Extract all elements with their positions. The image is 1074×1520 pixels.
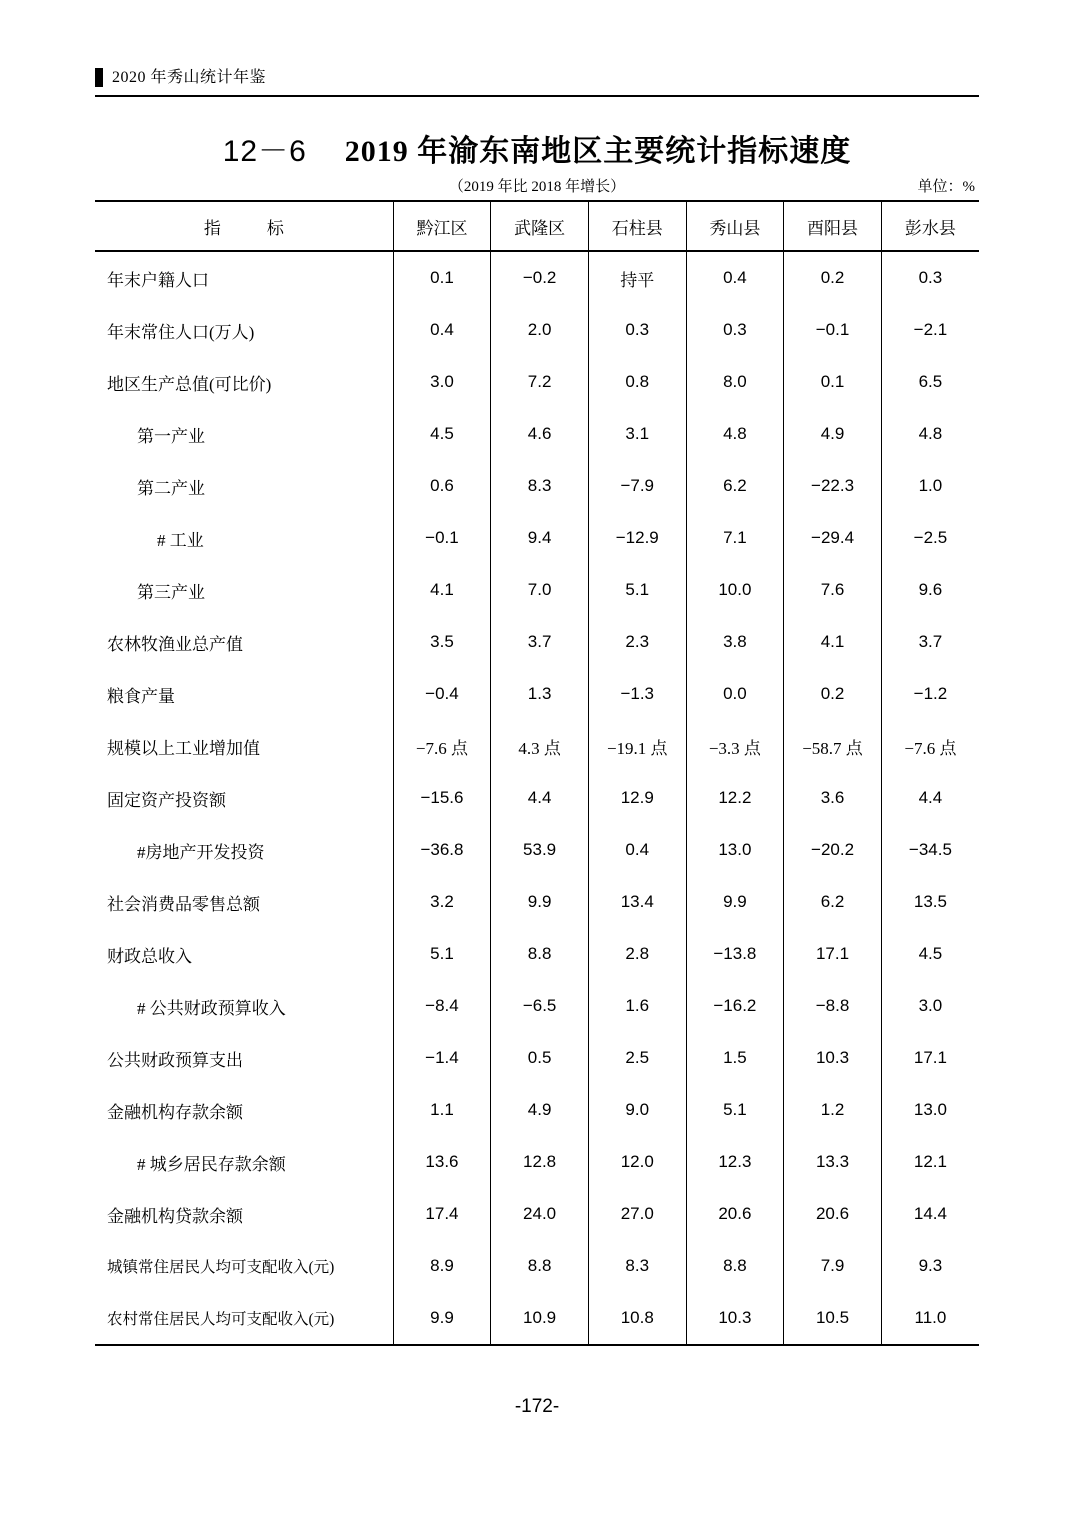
- cell-value: 6.2: [686, 460, 784, 512]
- cell-value: 8.3: [588, 1240, 686, 1292]
- cell-value: 8.0: [686, 356, 784, 408]
- cell-value: 0.3: [881, 251, 979, 304]
- header-marker-icon: [95, 68, 103, 87]
- cell-value: 13.0: [686, 824, 784, 876]
- running-header-text: 2020 年秀山统计年鉴: [112, 69, 267, 86]
- cell-value: 4.3 点: [491, 720, 589, 772]
- cell-value: 17.1: [881, 1032, 979, 1084]
- row-label: 年末户籍人口: [107, 270, 209, 290]
- cell-value: 13.5: [881, 876, 979, 928]
- table-row: [95, 512, 979, 564]
- cell-value: 0.3: [686, 304, 784, 356]
- row-label: 公共财政预算支出: [107, 1050, 243, 1070]
- column-header-1: 武隆区: [491, 202, 589, 251]
- row-label: #房地产开发投资: [137, 842, 265, 862]
- table-row: [95, 720, 979, 772]
- cell-value: −16.2: [686, 980, 784, 1032]
- cell-value: 9.9: [491, 876, 589, 928]
- cell-value: 1.3: [491, 668, 589, 720]
- column-header-2: 石柱县: [588, 202, 686, 251]
- table-row: [95, 408, 979, 460]
- cell-value: −7.9: [588, 460, 686, 512]
- cell-value: 3.0: [393, 356, 491, 408]
- cell-value: 12.1: [881, 1136, 979, 1188]
- cell-value: −1.2: [881, 668, 979, 720]
- cell-value: 9.9: [686, 876, 784, 928]
- cell-value: −20.2: [784, 824, 882, 876]
- row-label: # 公共财政预算收入: [137, 998, 286, 1018]
- cell-value: −7.6 点: [393, 720, 491, 772]
- header-divider: [95, 95, 979, 97]
- cell-value: −0.1: [393, 512, 491, 564]
- cell-value: 0.1: [393, 251, 491, 304]
- cell-value: 0.4: [393, 304, 491, 356]
- cell-value: 9.6: [881, 564, 979, 616]
- cell-value: 7.2: [491, 356, 589, 408]
- cell-value: 4.9: [784, 408, 882, 460]
- cell-value: −29.4: [784, 512, 882, 564]
- cell-value: 14.4: [881, 1188, 979, 1240]
- cell-value: 4.9: [491, 1084, 589, 1136]
- cell-value: 24.0: [491, 1188, 589, 1240]
- table-row: [95, 668, 979, 720]
- cell-value: 7.1: [686, 512, 784, 564]
- cell-value: 10.5: [784, 1292, 882, 1345]
- cell-value: −1.3: [588, 668, 686, 720]
- row-label: 第三产业: [137, 582, 205, 602]
- column-header-4: 酉阳县: [784, 202, 882, 251]
- cell-value: 20.6: [686, 1188, 784, 1240]
- cell-value: 17.1: [784, 928, 882, 980]
- cell-value: 3.8: [686, 616, 784, 668]
- row-label: 农村常住居民人均可支配收入(元): [95, 1292, 393, 1345]
- table-row: [95, 772, 979, 824]
- table-row: [95, 251, 979, 304]
- cell-value: 10.0: [686, 564, 784, 616]
- cell-value: 3.1: [588, 408, 686, 460]
- cell-value: 0.2: [784, 251, 882, 304]
- cell-value: 3.5: [393, 616, 491, 668]
- row-label: 城镇常住居民人均可支配收入(元): [107, 1259, 335, 1276]
- cell-value: −13.8: [686, 928, 784, 980]
- cell-value: 7.0: [491, 564, 589, 616]
- table-row: [95, 1240, 979, 1292]
- cell-value: 12.3: [686, 1136, 784, 1188]
- table-row: [95, 616, 979, 668]
- row-label: 地区生产总值(可比价): [107, 374, 272, 394]
- row-label: 社会消费品零售总额: [107, 894, 260, 914]
- comparison-note: （2019 年比 2018 年增长）: [448, 179, 626, 195]
- table-number: 12－6: [222, 135, 307, 168]
- cell-value: 3.7: [491, 616, 589, 668]
- cell-value: 3.0: [881, 980, 979, 1032]
- row-label: # 工业: [157, 530, 204, 550]
- cell-value: 8.8: [686, 1240, 784, 1292]
- cell-value: 0.4: [588, 824, 686, 876]
- cell-value: 0.4: [686, 251, 784, 304]
- cell-value: 1.1: [393, 1084, 491, 1136]
- cell-value: −3.3 点: [686, 720, 784, 772]
- unit-note: 单位：%: [917, 179, 975, 195]
- cell-value: 4.6: [491, 408, 589, 460]
- column-header-0: 黔江区: [393, 202, 491, 251]
- cell-value: 0.5: [491, 1032, 589, 1084]
- cell-value: 13.3: [784, 1136, 882, 1188]
- cell-value: 1.6: [588, 980, 686, 1032]
- table-row: [95, 928, 979, 980]
- cell-value: 10.8: [588, 1292, 686, 1345]
- cell-value: 8.8: [491, 1240, 589, 1292]
- cell-value: −0.4: [393, 668, 491, 720]
- cell-value: 11.0: [881, 1292, 979, 1345]
- cell-value: 2.8: [588, 928, 686, 980]
- cell-value: 5.1: [686, 1084, 784, 1136]
- table-row: [95, 356, 979, 408]
- table-row: [95, 564, 979, 616]
- column-header-3: 秀山县: [686, 202, 784, 251]
- cell-value: 7.6: [784, 564, 882, 616]
- cell-value: 9.0: [588, 1084, 686, 1136]
- table-body: [95, 251, 979, 1345]
- cell-value: −2.5: [881, 512, 979, 564]
- table-row: [95, 1136, 979, 1188]
- column-header-indicator: 指 标: [95, 202, 393, 251]
- cell-value: 持平: [588, 251, 686, 304]
- row-label: 规模以上工业增加值: [107, 738, 260, 758]
- column-header-5: 彭水县: [881, 202, 979, 251]
- subtitle-row: [95, 175, 979, 197]
- cell-value: 9.9: [393, 1292, 491, 1345]
- cell-value: −1.4: [393, 1032, 491, 1084]
- row-label: 财政总收入: [107, 946, 192, 966]
- cell-value: 53.9: [491, 824, 589, 876]
- cell-value: 2.5: [588, 1032, 686, 1084]
- cell-value: −15.6: [393, 772, 491, 824]
- row-label: 金融机构贷款余额: [107, 1206, 243, 1226]
- row-label: 第二产业: [137, 478, 205, 498]
- table-row: [95, 1084, 979, 1136]
- row-label: 粮食产量: [107, 686, 175, 706]
- cell-value: 10.3: [784, 1032, 882, 1084]
- cell-value: 1.5: [686, 1032, 784, 1084]
- table-row: [95, 460, 979, 512]
- table-row: [95, 304, 979, 356]
- table-row: [95, 876, 979, 928]
- cell-value: 1.2: [784, 1084, 882, 1136]
- cell-value: −34.5: [881, 824, 979, 876]
- cell-value: 20.6: [784, 1188, 882, 1240]
- row-label: 金融机构存款余额: [107, 1102, 243, 1122]
- cell-value: 3.7: [881, 616, 979, 668]
- cell-value: −8.8: [784, 980, 882, 1032]
- cell-value: 12.2: [686, 772, 784, 824]
- cell-value: 10.9: [491, 1292, 589, 1345]
- cell-value: 0.3: [588, 304, 686, 356]
- cell-value: 0.6: [393, 460, 491, 512]
- cell-value: 27.0: [588, 1188, 686, 1240]
- cell-value: 17.4: [393, 1188, 491, 1240]
- cell-value: −0.2: [491, 251, 589, 304]
- cell-value: 13.6: [393, 1136, 491, 1188]
- cell-value: 4.8: [881, 408, 979, 460]
- row-label: 年末常住人口(万人): [107, 322, 255, 342]
- cell-value: 4.8: [686, 408, 784, 460]
- statistics-table: [95, 202, 979, 1346]
- cell-value: 9.4: [491, 512, 589, 564]
- cell-value: 5.1: [393, 928, 491, 980]
- table-header-row: [95, 202, 979, 251]
- cell-value: 0.1: [784, 356, 882, 408]
- table-row: [95, 980, 979, 1032]
- cell-value: 13.0: [881, 1084, 979, 1136]
- cell-value: 0.0: [686, 668, 784, 720]
- cell-value: 4.4: [491, 772, 589, 824]
- row-label: 农林牧渔业总产值: [107, 634, 243, 654]
- cell-value: 8.8: [491, 928, 589, 980]
- cell-value: 8.3: [491, 460, 589, 512]
- cell-value: 9.3: [881, 1240, 979, 1292]
- cell-value: −7.6 点: [881, 720, 979, 772]
- cell-value: −2.1: [881, 304, 979, 356]
- cell-value: 0.8: [588, 356, 686, 408]
- table-row: [95, 1032, 979, 1084]
- cell-value: 3.6: [784, 772, 882, 824]
- cell-value: 4.4: [881, 772, 979, 824]
- cell-value: 3.2: [393, 876, 491, 928]
- cell-value: −6.5: [491, 980, 589, 1032]
- cell-value: 2.0: [491, 304, 589, 356]
- cell-value: −12.9: [588, 512, 686, 564]
- cell-value: 0.2: [784, 668, 882, 720]
- row-label: 第一产业: [137, 426, 205, 446]
- cell-value: 12.9: [588, 772, 686, 824]
- cell-value: 7.9: [784, 1240, 882, 1292]
- cell-value: −58.7 点: [784, 720, 882, 772]
- table-title-text: 2019 年渝东南地区主要统计指标速度: [344, 135, 852, 168]
- table-row: [95, 1188, 979, 1240]
- cell-value: 10.3: [686, 1292, 784, 1345]
- cell-value: −19.1 点: [588, 720, 686, 772]
- cell-value: 8.9: [393, 1240, 491, 1292]
- cell-value: 4.5: [393, 408, 491, 460]
- cell-value: −22.3: [784, 460, 882, 512]
- cell-value: 12.8: [491, 1136, 589, 1188]
- cell-value: −0.1: [784, 304, 882, 356]
- row-label: 固定资产投资额: [107, 790, 226, 810]
- cell-value: 6.2: [784, 876, 882, 928]
- page-title: [0, 126, 1074, 170]
- cell-value: 1.0: [881, 460, 979, 512]
- table-row: [95, 1292, 979, 1345]
- table-row: [95, 824, 979, 876]
- cell-value: 4.1: [393, 564, 491, 616]
- cell-value: 2.3: [588, 616, 686, 668]
- cell-value: −8.4: [393, 980, 491, 1032]
- cell-value: 5.1: [588, 564, 686, 616]
- page-number: -172-: [514, 1396, 560, 1417]
- cell-value: 6.5: [881, 356, 979, 408]
- cell-value: 13.4: [588, 876, 686, 928]
- running-header: [95, 68, 979, 87]
- cell-value: 12.0: [588, 1136, 686, 1188]
- row-label: # 城乡居民存款余额: [137, 1154, 286, 1174]
- cell-value: 4.5: [881, 928, 979, 980]
- cell-value: −36.8: [393, 824, 491, 876]
- cell-value: 4.1: [784, 616, 882, 668]
